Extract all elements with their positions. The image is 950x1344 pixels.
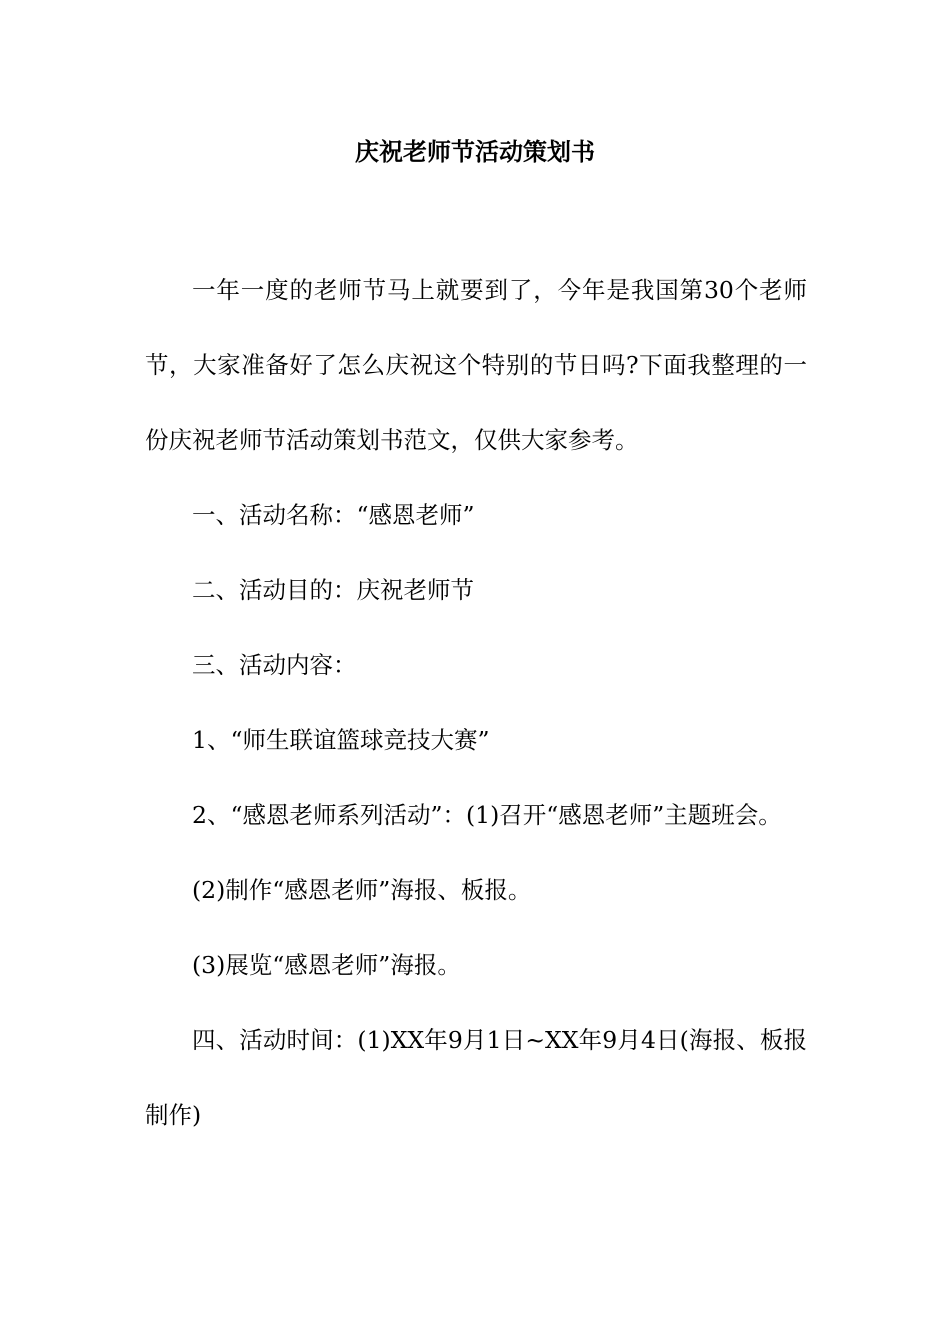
document-title: 庆祝老师节活动策划书 [355, 137, 595, 166]
section-activity-name: 一、活动名称：“感恩老师” [192, 501, 475, 529]
content-subitem-3: (3)展览“感恩老师”海报。 [192, 951, 461, 979]
content-item-2: 2、“感恩老师系列活动”：(1)召开“感恩老师”主题班会。 [192, 801, 782, 829]
document-body [145, 253, 807, 1153]
content-item-1: 1、“师生联谊篮球竞技大赛” [192, 726, 490, 754]
section-activity-content: 三、活动内容： [192, 651, 357, 679]
intro-paragraph: 一年一度的老师节马上就要到了，今年是我国第30个老师节，大家准备好了怎么庆祝这个特别的节日吗?下面我整理的一份庆祝老师节活动策划书范文，仅供大家参考。 [145, 276, 807, 454]
section-activity-purpose: 二、活动目的：庆祝老师节 [192, 576, 474, 604]
section-activity-time: 四、活动时间：(1)XX年9月1日~XX年9月4日(海报、板报制作) [145, 1026, 807, 1129]
content-subitem-2: (2)制作“感恩老师”海报、板报。 [192, 876, 532, 904]
